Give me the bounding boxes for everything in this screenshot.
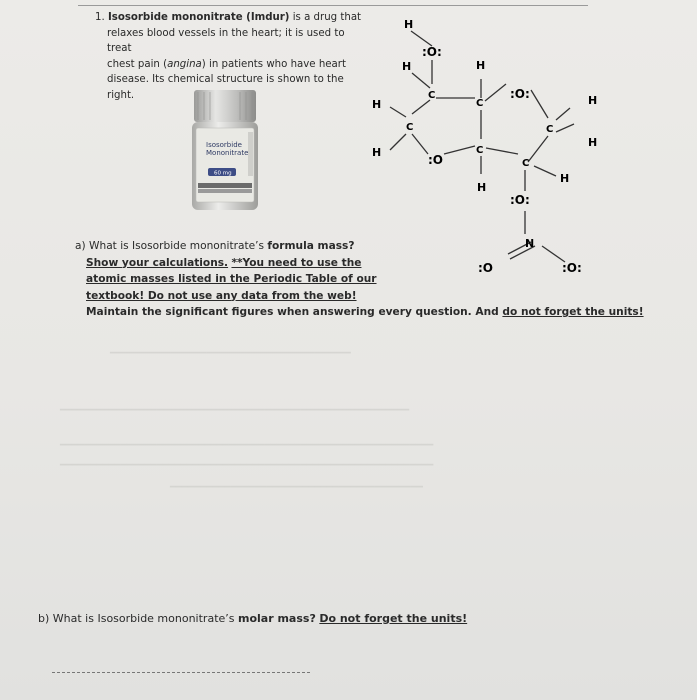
angina-term: angina (167, 58, 202, 70)
note-line2: atomic masses listed in the Periodic Table of our (86, 273, 377, 285)
atom-h-right-1: H (588, 94, 598, 107)
question-b (38, 612, 467, 625)
question-b-label: b) (38, 612, 50, 625)
question-a-line1 (75, 240, 354, 252)
atom-c-6: C (522, 158, 530, 169)
barcode (248, 132, 253, 176)
q1-line2: relaxes blood vessels in the heart; it is used to treat (107, 27, 345, 54)
drug-title: Isosorbide mononitrate (Imdur) (107, 12, 290, 23)
question-b-units-note: Do not forget the units! (319, 612, 468, 625)
bottle-cap (194, 90, 256, 122)
q1-line3 (95, 57, 365, 73)
maintain-text: Maintain the significant figures when answering every question. And (86, 306, 503, 318)
bleed-through-2: ━━━━━━━━━━━━━━━━━━━━━━━━━━━━━━━━━━━━━━━━━━━━━━━━━━━━━━━━━━ (60, 405, 410, 416)
atom-h-right-2: H (588, 136, 598, 149)
bleed-through-1: ━━━━━━━━━━━━━━━━━━━━━━━━━━━━━━━━━━━━━━━━ (110, 348, 351, 359)
q1-line3a: chest pain ( (107, 58, 168, 70)
atom-n: N (525, 237, 535, 250)
question-a (75, 238, 644, 321)
atom-o-top: :O: (422, 45, 442, 59)
atom-h-bottom: H (477, 181, 487, 194)
answer-line[interactable] (52, 672, 310, 673)
atom-c-4: C (476, 145, 484, 156)
atom-o-nitro-left: :O (478, 261, 493, 275)
bottle-stripe-light (198, 189, 252, 193)
q1-line3b: ) in patients who have heart (201, 58, 346, 70)
note-line3: textbook! Do not use any data from the web! (86, 289, 357, 302)
atom-c-2: C (476, 98, 484, 109)
atom-h-left-2: H (372, 146, 382, 159)
bleed-through-3: ━━━━━━━━━━━━━━━━━━━━━━━━━━━━━━━━━━━━━━━━━━━━━━━━━━━━━━━━━━━━━━ (60, 440, 434, 451)
atom-h-top: H (404, 18, 414, 31)
atom-c-5: C (546, 124, 554, 135)
atom-h-right-3: H (560, 172, 570, 185)
question-a-text: What is Isosorbide mononitrate’s (89, 240, 268, 252)
pill-bottle-image (188, 88, 264, 212)
question-a-label: a) (75, 240, 86, 252)
show-calculations: Show your calculations. (86, 256, 229, 269)
bottle-name-line1: Isosorbide (206, 141, 242, 149)
q1-line1-rest: is a drug that (289, 12, 362, 23)
bleed-through-5: ━━━━━━━━━━━━━━━━━━━━━━━━━━━━━━━━━━━━━━━━━━ (170, 482, 423, 493)
maintain-units: do not forget the units! (502, 306, 644, 318)
bottle-dose: 60 mg (214, 170, 232, 177)
note-line1: **You need to use the (231, 256, 362, 269)
atom-o-ring: :O: (510, 87, 530, 101)
atom-h-upper-left: H (402, 60, 412, 73)
atom-c-1: C (428, 90, 436, 101)
atom-o-nitro-right: :O: (562, 261, 582, 275)
maintain-line (75, 304, 644, 321)
bottle-stripe-dark (198, 183, 252, 188)
question-b-text: What is Isosorbide mononitrate’s (52, 612, 238, 625)
molar-mass-term: molar mass? (238, 612, 316, 625)
bottle-name-line2: Mononitrate (206, 149, 249, 157)
question-a-line2 (75, 255, 644, 272)
atom-o-left: :O (428, 153, 443, 167)
formula-mass-term: formula mass? (267, 240, 355, 252)
question-number: 1. (95, 12, 105, 23)
atom-o-bridge: :O: (510, 193, 530, 207)
bleed-through-4: ━━━━━━━━━━━━━━━━━━━━━━━━━━━━━━━━━━━━━━━━━━━━━━━━━━━━━━━━━━━━━━ (60, 460, 434, 471)
atom-c-3: C (406, 122, 414, 133)
atom-h-upper: H (476, 59, 486, 72)
q1-line4: disease. Its chemical structure is shown to the right. (107, 74, 344, 101)
atom-h-left-1: H (372, 98, 382, 111)
